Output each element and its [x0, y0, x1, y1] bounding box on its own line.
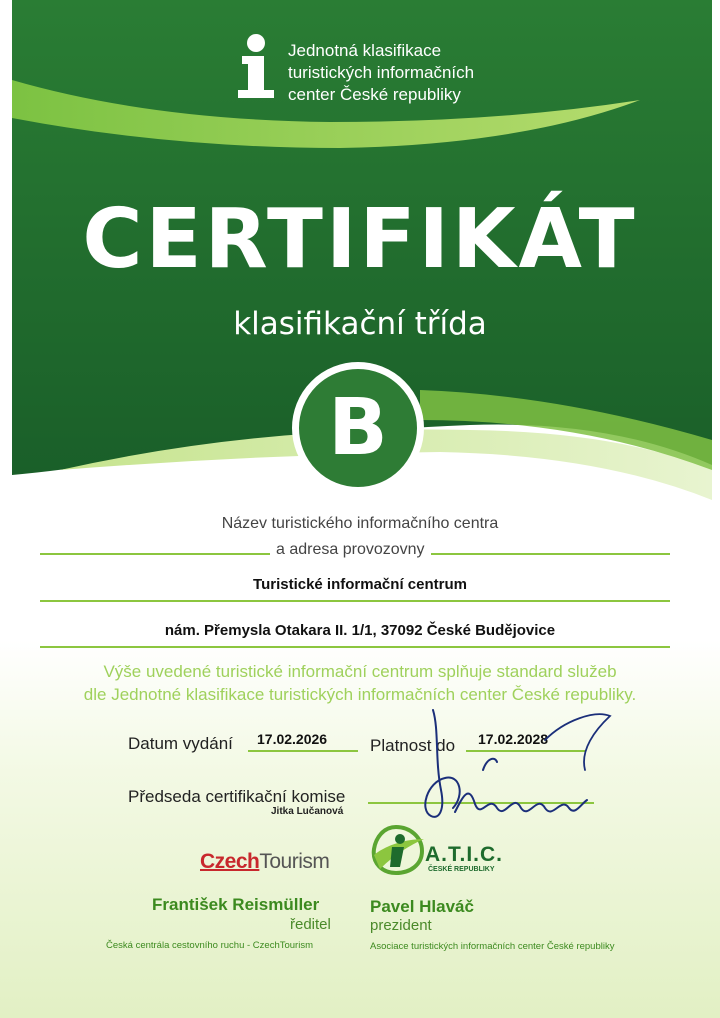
czechtourism-logo-red: Czech	[200, 850, 260, 873]
certificate-subtitle: klasifikační třída	[233, 306, 487, 342]
committee-chair-name: Jitka Lučanová	[271, 806, 344, 817]
divider-line	[40, 600, 670, 602]
centre-label-line-2: a adresa provozovny	[270, 541, 431, 559]
statement-line-1: Výše uvedené turistické informační centrum splňuje standard služeb	[103, 662, 617, 681]
issued-date-underline	[248, 750, 358, 752]
atic-i-icon	[370, 825, 426, 875]
atic-organisation: Asociace turistických informačních center České republiky	[370, 941, 615, 952]
committee-label: Předseda certifikační komise	[128, 787, 346, 806]
divider-line	[40, 646, 670, 648]
czechtourism-director-role: ředitel	[290, 916, 331, 933]
atic-president-role: prezident	[370, 917, 432, 934]
centre-address: nám. Přemysla Otakara II. 1/1, 37092 České Budějovice	[164, 622, 556, 639]
certificate-title: CERTIFIKÁT	[82, 192, 638, 287]
czechtourism-logo-gray: Tourism	[259, 850, 330, 873]
czechtourism-organisation: Česká centrála cestovního ruchu - CzechTourism	[106, 940, 313, 951]
grade-badge	[292, 362, 424, 494]
grade-letter: B	[328, 383, 388, 473]
info-i-icon	[234, 34, 278, 100]
valid-until-value: 17.02.2028	[478, 731, 549, 747]
header-line-1: Jednotná klasifikace	[288, 41, 442, 60]
classification-header	[288, 40, 474, 106]
atic-president-name: Pavel Hlaváč	[370, 897, 474, 916]
valid-until-label: Platnost do	[370, 736, 456, 755]
header-line-3: center České republiky	[288, 85, 461, 104]
issued-date-value: 17.02.2026	[257, 731, 328, 747]
centre-name: Turistické informační centrum	[253, 576, 467, 593]
issued-date-label: Datum vydání	[128, 734, 233, 753]
centre-label-line-1: Název turistického informačního centra	[221, 515, 499, 532]
handwritten-signature	[405, 700, 615, 830]
statement-line-2: dle Jednotné klasifikace turistických informačních center České republiky.	[83, 685, 637, 704]
atic-logo-subtext: ČESKÉ REPUBLIKY	[428, 866, 495, 873]
atic-logo-text: A.T.I.C.	[425, 843, 504, 866]
czechtourism-director-name: František Reismüller	[152, 895, 320, 914]
czechtourism-logo	[200, 850, 329, 874]
header-line-2: turistických informačních	[288, 63, 475, 82]
